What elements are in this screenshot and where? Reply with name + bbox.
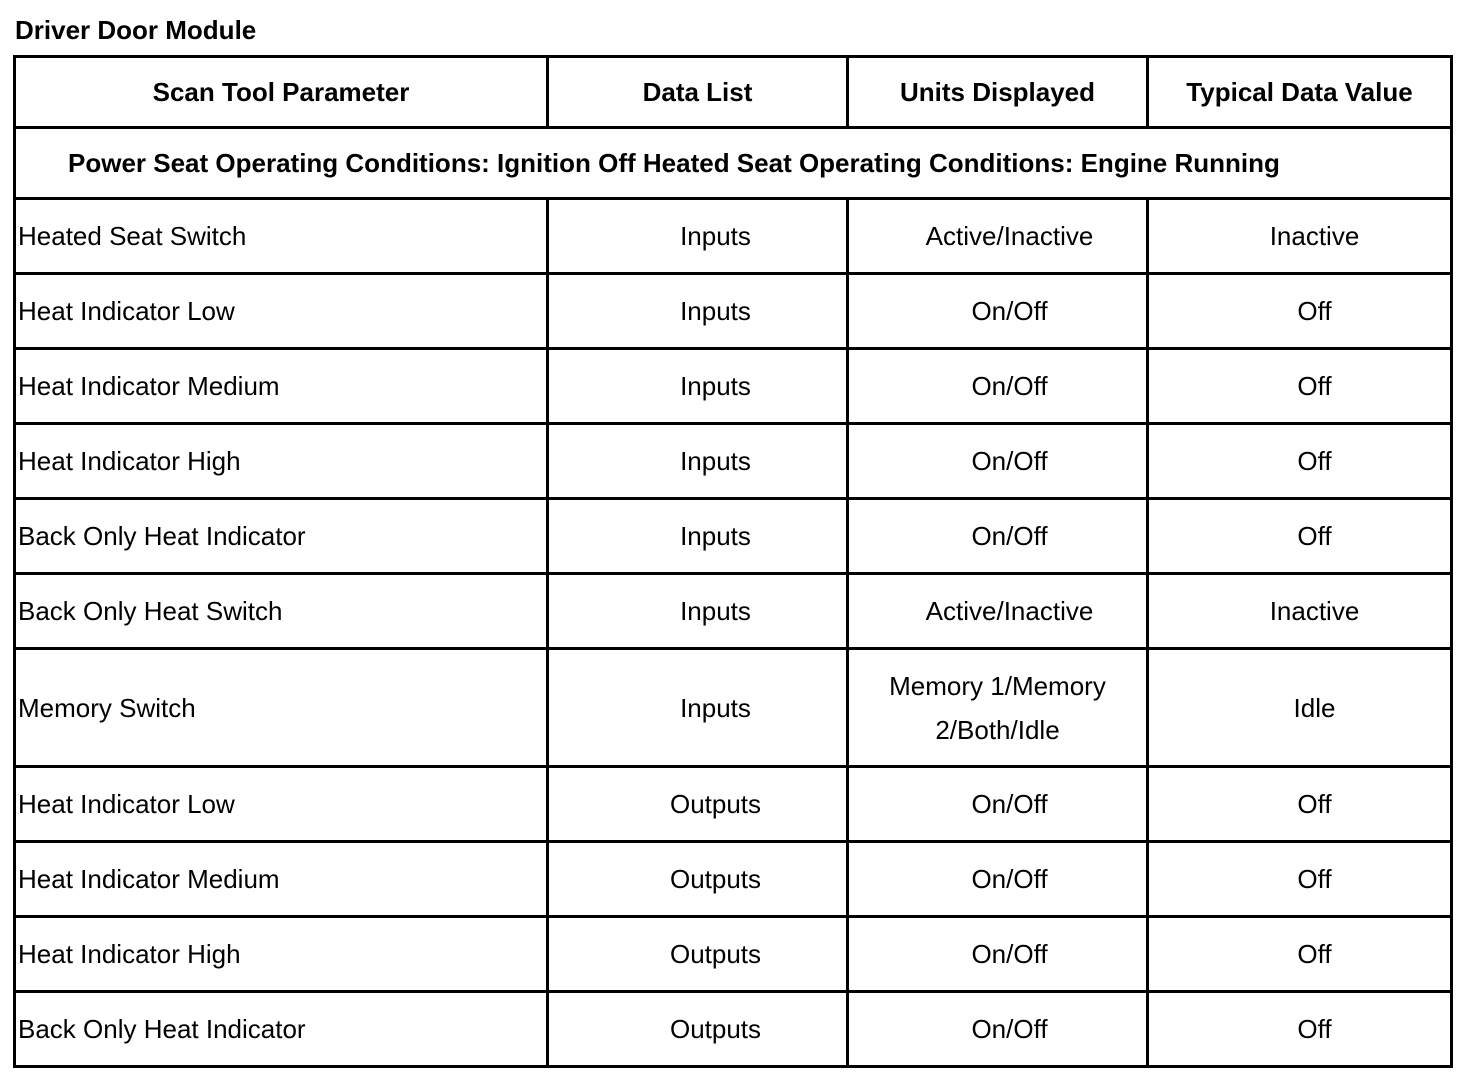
cell-data-list: Inputs bbox=[548, 574, 848, 649]
cell-units: On/Off bbox=[848, 349, 1148, 424]
cell-parameter: Heat Indicator Medium bbox=[15, 349, 548, 424]
table-row bbox=[15, 917, 1452, 992]
cell-parameter: Heated Seat Switch bbox=[15, 199, 548, 274]
cell-units: Active/Inactive bbox=[848, 574, 1148, 649]
cell-units: On/Off bbox=[848, 424, 1148, 499]
cell-data-list: Outputs bbox=[548, 767, 848, 842]
cell-data-list: Inputs bbox=[548, 424, 848, 499]
cell-parameter: Back Only Heat Indicator bbox=[15, 499, 548, 574]
cell-typical-value: Off bbox=[1148, 499, 1452, 574]
table-row bbox=[15, 199, 1452, 274]
cell-typical-value: Off bbox=[1148, 349, 1452, 424]
cell-data-list: Inputs bbox=[548, 499, 848, 574]
cell-parameter: Heat Indicator High bbox=[15, 424, 548, 499]
cell-parameter: Heat Indicator High bbox=[15, 917, 548, 992]
cell-parameter: Heat Indicator Low bbox=[15, 274, 548, 349]
header-data-list: Data List bbox=[548, 57, 848, 128]
table-row bbox=[15, 349, 1452, 424]
cell-data-list: Inputs bbox=[548, 349, 848, 424]
cell-parameter: Heat Indicator Medium bbox=[15, 842, 548, 917]
header-scan-tool-parameter: Scan Tool Parameter bbox=[15, 57, 548, 128]
table-row bbox=[15, 424, 1452, 499]
cell-typical-value: Off bbox=[1148, 842, 1452, 917]
cell-typical-value: Off bbox=[1148, 424, 1452, 499]
scan-tool-data-table bbox=[13, 55, 1453, 1068]
cell-typical-value: Inactive bbox=[1148, 199, 1452, 274]
cell-data-list: Inputs bbox=[548, 274, 848, 349]
cell-units: On/Off bbox=[848, 767, 1148, 842]
header-units-displayed: Units Displayed bbox=[848, 57, 1148, 128]
cell-data-list: Inputs bbox=[548, 199, 848, 274]
cell-units: On/Off bbox=[848, 992, 1148, 1067]
cell-typical-value: Idle bbox=[1148, 649, 1452, 767]
cell-units: Memory 1/Memory 2/Both/Idle bbox=[848, 649, 1148, 767]
table-row bbox=[15, 842, 1452, 917]
cell-units: On/Off bbox=[848, 917, 1148, 992]
cell-parameter: Back Only Heat Indicator bbox=[15, 992, 548, 1067]
table-header-row bbox=[15, 57, 1452, 128]
table-row bbox=[15, 767, 1452, 842]
cell-typical-value: Off bbox=[1148, 992, 1452, 1067]
cell-typical-value: Off bbox=[1148, 274, 1452, 349]
cell-parameter: Heat Indicator Low bbox=[15, 767, 548, 842]
table-row bbox=[15, 992, 1452, 1067]
table-row bbox=[15, 574, 1452, 649]
cell-typical-value: Off bbox=[1148, 917, 1452, 992]
cell-data-list: Outputs bbox=[548, 917, 848, 992]
page-title: Driver Door Module bbox=[15, 15, 257, 45]
cell-typical-value: Inactive bbox=[1148, 574, 1452, 649]
cell-units: On/Off bbox=[848, 274, 1148, 349]
section-row bbox=[15, 128, 1452, 199]
cell-data-list: Outputs bbox=[548, 842, 848, 917]
table-row bbox=[15, 274, 1452, 349]
cell-units: Active/Inactive bbox=[848, 199, 1148, 274]
cell-parameter: Memory Switch bbox=[15, 649, 548, 767]
table-row bbox=[15, 499, 1452, 574]
table-row bbox=[15, 649, 1452, 767]
cell-units: On/Off bbox=[848, 842, 1148, 917]
section-operating-conditions: Power Seat Operating Conditions: Ignition Off Heated Seat Operating Conditions: Engine Running bbox=[15, 128, 1452, 199]
cell-typical-value: Off bbox=[1148, 767, 1452, 842]
header-typical-data-value: Typical Data Value bbox=[1148, 57, 1452, 128]
cell-parameter: Back Only Heat Switch bbox=[15, 574, 548, 649]
cell-data-list: Inputs bbox=[548, 649, 848, 767]
cell-data-list: Outputs bbox=[548, 992, 848, 1067]
cell-units: On/Off bbox=[848, 499, 1148, 574]
